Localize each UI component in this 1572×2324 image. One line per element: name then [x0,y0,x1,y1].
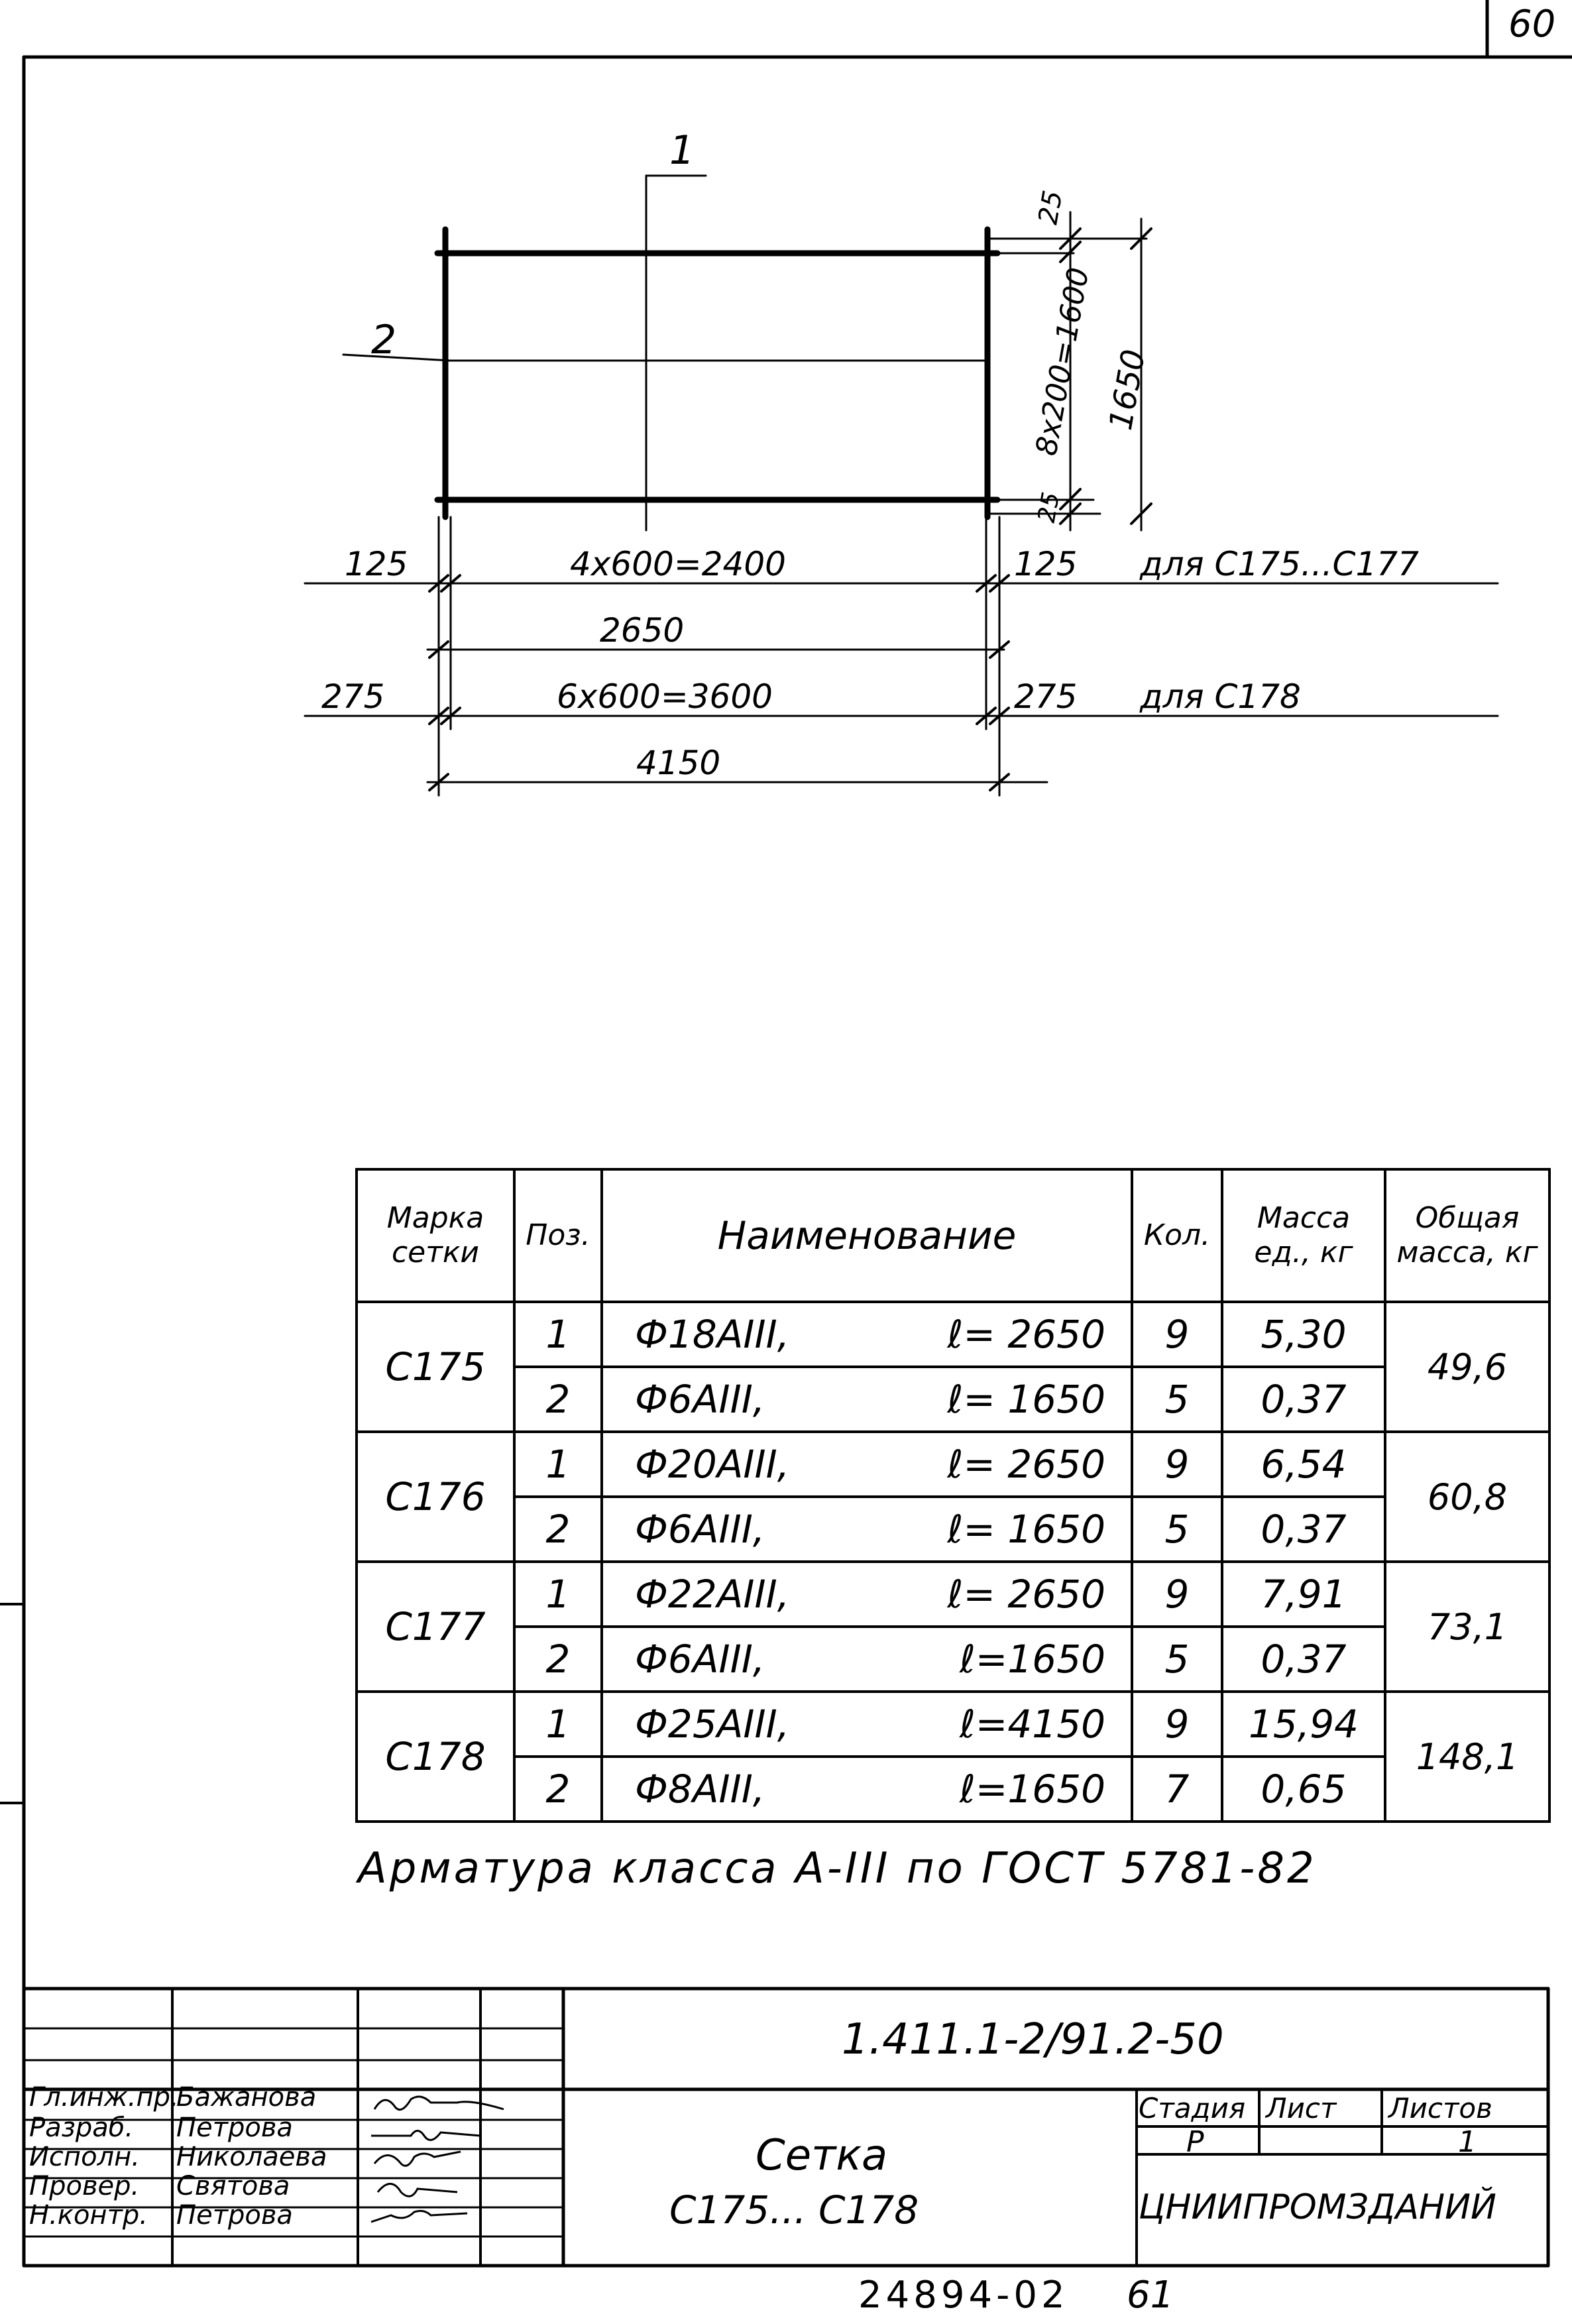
total-cell: 148,1 [1385,1692,1549,1822]
table-row [357,1562,1549,1627]
bar-length: ℓ= 2650 [947,1442,1105,1487]
pos-cell: 2 [514,1757,602,1822]
header-qty: Кол. [1132,1169,1222,1302]
person-name: Бажанова [176,2082,317,2113]
person-name: Петрова [176,2200,293,2231]
title-line2: С175... С178 [669,2187,919,2233]
specification-table [355,1168,1551,1823]
bar-spec: Ф8АIII, [635,1767,765,1812]
handwritten-signatures [361,2089,514,2266]
dim-row2-left: 275 [321,677,385,716]
qty-cell: 5 [1132,1627,1222,1692]
name-cell [602,1367,1132,1432]
dim-row1-total: 2650 [600,611,685,650]
mark-cell: С178 [357,1692,514,1822]
footer-code: 24894-02 [858,2274,1069,2317]
dim-row1-mid: 4x600=2400 [570,545,786,583]
qty-cell: 7 [1132,1757,1222,1822]
bar-spec: Ф18АIII, [635,1312,790,1357]
mass-cell: 0,37 [1222,1367,1385,1432]
name-cell [602,1692,1132,1757]
table-row [357,1302,1549,1367]
pos-cell: 2 [514,1367,602,1432]
dim-row2-right: 275 [1014,677,1078,716]
header-total-mass: Общая масса, кг [1385,1169,1549,1302]
qty-cell: 5 [1132,1497,1222,1562]
person-name: Святова [176,2171,290,2201]
bar-length: ℓ= 2650 [947,1572,1105,1617]
bar-length: ℓ=4150 [959,1702,1105,1747]
qty-cell: 9 [1132,1432,1222,1497]
total-cell: 73,1 [1385,1562,1549,1692]
title-line1: Сетка [756,2131,888,2180]
qty-cell: 9 [1132,1562,1222,1627]
table-row [357,1692,1549,1757]
bar-spec: Ф6АIII, [635,1637,765,1682]
bar-length: ℓ= 1650 [947,1377,1105,1422]
pos-cell: 1 [514,1562,602,1627]
dim-row1-note: для С175...С177 [1140,545,1419,583]
mass-cell: 15,94 [1222,1692,1385,1757]
mark-cell: С176 [357,1432,514,1562]
role-label: Гл.инж.пр. [29,2082,179,2113]
bar-spec: Ф20АIII, [635,1442,790,1487]
total-cell: 60,8 [1385,1432,1549,1562]
mass-cell: 7,91 [1222,1562,1385,1627]
name-cell [602,1562,1132,1627]
table-row [357,1757,1549,1822]
mass-cell: 0,37 [1222,1497,1385,1562]
total-cell: 49,6 [1385,1302,1549,1432]
pos1-label: 1 [669,127,695,174]
header-pos: Поз. [514,1169,602,1302]
mass-cell: 5,30 [1222,1302,1385,1367]
name-cell [602,1757,1132,1822]
stage-label: Стадия [1139,2092,1246,2124]
header-name: Наименование [602,1169,1132,1302]
pos-cell: 2 [514,1497,602,1562]
name-cell [602,1497,1132,1562]
qty-cell: 9 [1132,1302,1222,1367]
bar-spec: Ф6АIII, [635,1507,765,1552]
header-unit-mass: Масса ед., кг [1222,1169,1385,1302]
role-label: Исполн. [29,2142,140,2172]
role-label: Н.контр. [29,2200,148,2231]
pos-cell: 1 [514,1692,602,1757]
sheets-value: 1 [1458,2125,1477,2159]
bar-length: ℓ=1650 [959,1767,1105,1812]
role-label: Провер. [29,2171,140,2201]
table-row [357,1627,1549,1692]
organization-name: ЦНИИПРОМЗДАНИЙ [1139,2187,1496,2227]
role-label: Разраб. [29,2113,134,2143]
name-cell [602,1432,1132,1497]
dim-vertical-spacing: 8x200=1600 [1029,264,1096,459]
table-row [357,1367,1549,1432]
mass-cell: 0,37 [1222,1627,1385,1692]
name-cell [602,1627,1132,1692]
document-code: 1.411.1-2/91.2-50 [842,2015,1224,2064]
bar-spec: Ф25АIII, [635,1702,790,1747]
person-name: Петрова [176,2113,293,2143]
bar-length: ℓ=1650 [959,1637,1105,1682]
sheets-label: Листов [1388,2092,1492,2124]
header-mark: Марка сетки [357,1169,514,1302]
bar-length: ℓ= 1650 [947,1507,1105,1552]
sheet-label: Лист [1266,2092,1337,2124]
dim-row2-mid: 6x600=3600 [557,677,773,716]
table-row [357,1497,1549,1562]
bar-length: ℓ= 2650 [947,1312,1105,1357]
mass-cell: 0,65 [1222,1757,1385,1822]
qty-cell: 5 [1132,1367,1222,1432]
dim-height: 1650 [1101,346,1153,434]
name-cell [602,1302,1132,1367]
mark-cell: С175 [357,1302,514,1432]
bar-spec: Ф22АIII, [635,1572,790,1617]
dim-row2-total: 4150 [636,744,721,782]
pos-cell: 1 [514,1302,602,1367]
table-row [357,1432,1549,1497]
pos2-label: 2 [371,317,397,363]
mass-cell: 6,54 [1222,1432,1385,1497]
reinforcement-note: Арматура класса А-III по ГОСТ 5781-82 [358,1844,1317,1893]
pos-cell: 2 [514,1627,602,1692]
dim-row2-note: для С178 [1140,677,1301,716]
person-name: Николаева [176,2142,327,2172]
dim-row1-left: 125 [345,545,408,583]
dim-bottom-offset: 25 [1033,490,1066,525]
dim-row1-right: 125 [1014,545,1078,583]
pos-cell: 1 [514,1432,602,1497]
qty-cell: 9 [1132,1692,1222,1757]
sheet-number: 60 [1508,3,1556,46]
dim-top-offset: 25 [1033,188,1069,227]
mark-cell: С177 [357,1562,514,1692]
stage-value: Р [1186,2125,1204,2159]
footer-page: 61 [1127,2274,1174,2317]
bar-spec: Ф6АIII, [635,1377,765,1422]
